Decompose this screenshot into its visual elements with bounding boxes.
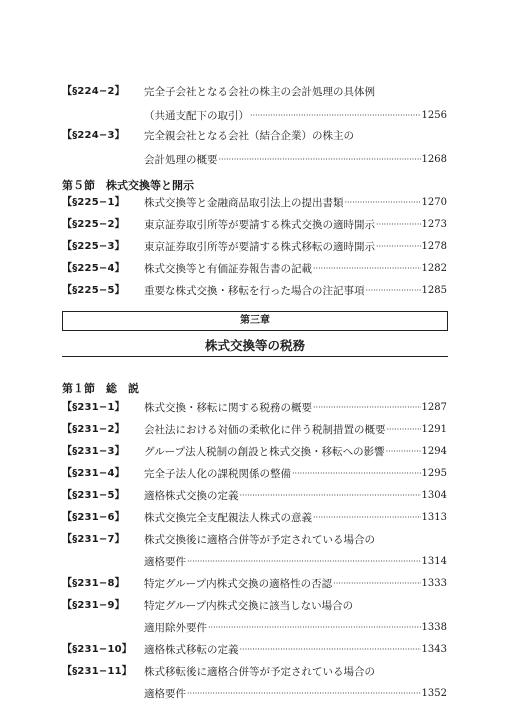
toc-entry [62, 489, 447, 511]
entry-code: 【§231−3】 [62, 446, 125, 457]
entry-code: 【§231−10】 [62, 644, 132, 655]
toc-entry [62, 423, 447, 445]
entry-code: 【§224−3】 [62, 130, 125, 141]
entry-page: 1291 [421, 424, 447, 435]
entry-title-cont: 適格要件 [144, 688, 186, 700]
entry-title: グループ法人税制の創設と株式交換・移転への影響 [144, 446, 385, 458]
leader-dots [366, 284, 421, 298]
entry-code: 【§231−5】 [62, 490, 125, 501]
entry-title: 株式交換等と金融商品取引法上の提出書類 [144, 197, 344, 209]
toc-entry [62, 533, 447, 577]
entry-title: 完全親会社となる会社（結合企業）の株主の [144, 130, 354, 142]
entry-page: 1287 [421, 402, 447, 413]
entry-title-cont: （共通支配下の取引） [144, 110, 249, 122]
leader-dots [208, 621, 421, 635]
entry-page: 1304 [421, 490, 447, 501]
entry-title: 株式交換・移転に関する税務の概要 [144, 402, 312, 414]
entry-code: 【§231−7】 [62, 534, 125, 545]
entry-title: 特定グループ内株式交換の適格性の否認 [144, 578, 333, 590]
entry-page: 1314 [421, 556, 447, 567]
leader-dots [333, 577, 420, 591]
toc-block-section1 [62, 401, 447, 709]
toc-entry [62, 467, 447, 489]
entry-code: 【§231−9】 [62, 600, 125, 611]
entry-page: 1294 [421, 446, 447, 457]
entry-title: 完全子会社となる会社の株主の会計処理の具体例 [144, 86, 375, 98]
chapter-label: 第三章 [240, 315, 270, 326]
toc-entry [62, 196, 447, 218]
entry-title-cont: 適用除外要件 [144, 622, 207, 634]
entry-page: 1256 [421, 110, 447, 121]
entry-page: 1285 [421, 285, 447, 296]
toc-entry [62, 218, 447, 240]
entry-title-cont: 会計処理の概要 [144, 154, 218, 166]
entry-title: 特定グループ内株式交換に該当しない場合の [144, 600, 354, 612]
entry-page: 1282 [421, 263, 447, 274]
entry-code: 【§231−8】 [62, 578, 125, 589]
leader-dots [376, 240, 421, 254]
entry-code: 【§231−2】 [62, 424, 125, 435]
entry-page: 1268 [421, 154, 447, 165]
leader-dots [376, 218, 421, 232]
entry-page: 1313 [421, 512, 447, 523]
entry-title-cont: 適格要件 [144, 556, 186, 568]
toc-entry [62, 401, 447, 423]
toc-block-top [62, 85, 447, 167]
entry-title: 株式移転後に適格合併等が予定されている場合の [144, 666, 375, 678]
toc-entry [62, 445, 447, 467]
entry-page: 1343 [421, 644, 447, 655]
toc-entry [62, 240, 447, 262]
section-heading: 第５節 株式交換等と開示 [62, 179, 194, 192]
entry-code: 【§225−1】 [62, 197, 125, 208]
entry-code: 【§225−5】 [62, 285, 125, 296]
entry-page: 1273 [421, 219, 447, 230]
entry-code: 【§225−4】 [62, 263, 125, 274]
leader-dots [240, 489, 421, 503]
toc-entry [62, 284, 447, 306]
leader-dots [250, 109, 421, 123]
chapter-divider [62, 356, 448, 357]
leader-dots [187, 555, 421, 569]
leader-dots [219, 153, 421, 167]
entry-code: 【§224−2】 [62, 86, 125, 97]
entry-title: 東京証券取引所等が要請する株式移転の適時開示 [144, 241, 375, 253]
toc-entry [62, 577, 447, 599]
entry-title: 完全子法人化の課税関係の整備 [144, 468, 291, 480]
entry-page: 1278 [421, 241, 447, 252]
leader-dots [313, 511, 421, 525]
toc-entry [62, 85, 447, 123]
toc-entry [62, 665, 447, 709]
entry-code: 【§225−3】 [62, 241, 125, 252]
leader-dots [345, 196, 421, 210]
leader-dots [313, 262, 421, 276]
toc-entry [62, 599, 447, 643]
toc-entry [62, 643, 447, 665]
toc-entry [62, 511, 447, 533]
leader-dots [387, 423, 421, 437]
leader-dots [313, 401, 421, 415]
leader-dots [386, 445, 421, 459]
entry-page: 1333 [421, 578, 447, 589]
leader-dots [292, 467, 421, 481]
toc-entry [62, 129, 447, 167]
entry-title: 適格株式交換の定義 [144, 490, 239, 502]
toc-block-section5 [62, 196, 447, 306]
entry-title: 東京証券取引所等が要請する株式交換の適時開示 [144, 219, 375, 231]
entry-page: 1338 [421, 622, 447, 633]
leader-dots [240, 643, 421, 657]
section-heading: 第１節 総 説 [62, 382, 139, 395]
entry-page: 1295 [421, 468, 447, 479]
entry-code: 【§231−6】 [62, 512, 125, 523]
toc-entry [62, 262, 447, 284]
entry-code: 【§231−4】 [62, 468, 125, 479]
entry-code: 【§231−1】 [62, 402, 125, 413]
entry-title: 株式交換完全支配親法人株式の意義 [144, 512, 312, 524]
entry-title: 株式交換等と有価証券報告書の記載 [144, 263, 312, 275]
entry-title: 株式交換後に適格合併等が予定されている場合の [144, 534, 375, 546]
chapter-title: 株式交換等の税務 [204, 338, 305, 353]
entry-code: 【§225−2】 [62, 219, 125, 230]
chapter-label-box [62, 311, 448, 331]
entry-title: 重要な株式交換・移転を行った場合の注記事項 [144, 285, 365, 297]
entry-code: 【§231−11】 [62, 666, 132, 677]
entry-page: 1352 [421, 688, 447, 699]
entry-title: 適格株式移転の定義 [144, 644, 239, 656]
entry-page: 1270 [421, 197, 447, 208]
leader-dots [187, 687, 421, 701]
entry-title: 会社法における対価の柔軟化に伴う税制措置の概要 [144, 424, 386, 436]
